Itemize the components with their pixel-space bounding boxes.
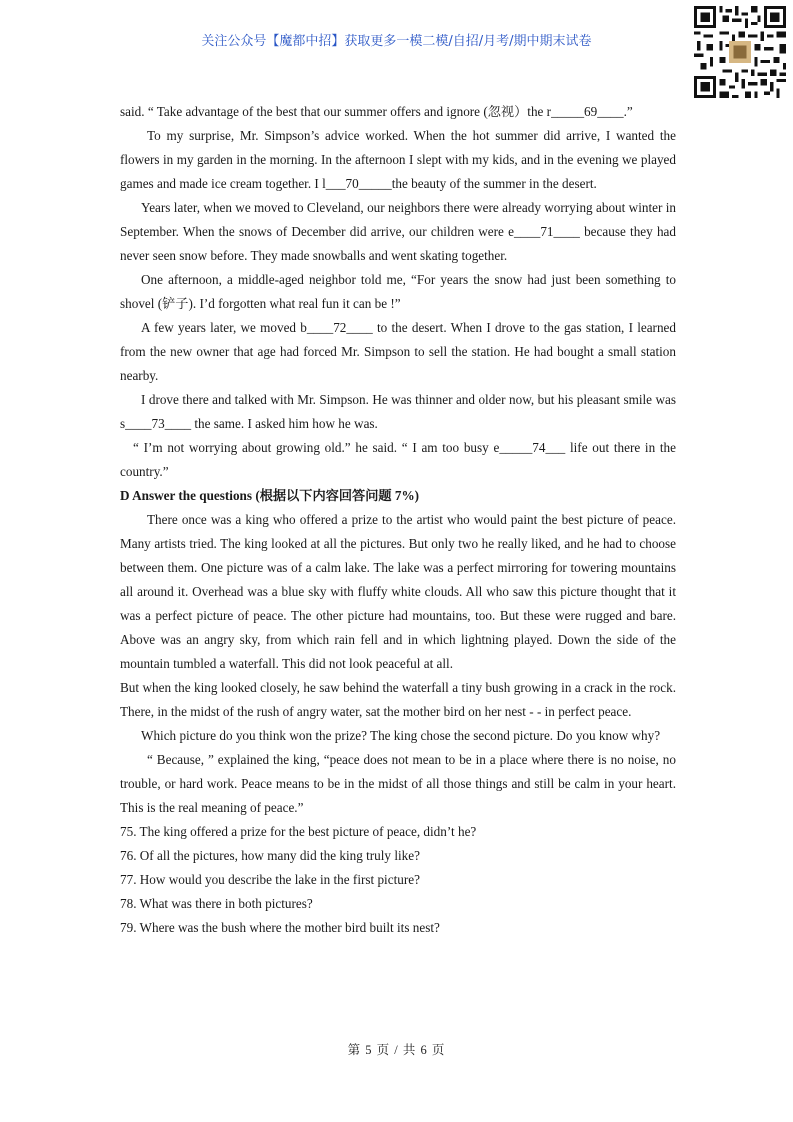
passage-c-paragraph-4: One afternoon, a middle-aged neighbor told me, “For years the snow had just been something to shovel (铲子). I’d forgotten what real fun it can be !” — [120, 272, 676, 311]
passage-c-paragraph-5: A few years later, we moved b____72____ to the desert. When I drove to the gas station, I learned from the new owner that age had forced Mr. Simpson to sell the station. He had bought a small station nearby. — [120, 320, 676, 383]
passage-c-paragraph-7: “ I’m not worrying about growing old.” he said. “ I am too busy e_____74___ life out there in the country.” — [120, 440, 676, 479]
qr-code-icon — [694, 6, 786, 98]
section-d-title: D Answer the questions (根据以下内容回答问题 7%) — [120, 488, 420, 503]
passage-c-paragraph-3: Years later, when we moved to Cleveland, our neighbors there were already worrying about winter in September. When the snows of December did arrive, our children were e____71____ because they had never seen snow before. They made snowballs and went skating together. — [120, 200, 676, 263]
passage-c-paragraph-6: I drove there and talked with Mr. Simpson. He was thinner and older now, but his pleasant smile was s____73____ the same. I asked him how he was. — [120, 392, 676, 431]
question-79: 79. Where was the bush where the mother bird built its nest? — [120, 920, 440, 935]
question-78: 78. What was there in both pictures? — [120, 896, 313, 911]
passage-c-paragraph-2: To my surprise, Mr. Simpson’s advice worked. When the hot summer did arrive, I wanted the flowers in my garden in the morning. In the afternoon I slept with my kids, and in the evening we played games and made ice cream together. I l___70_____the beauty of the summer in the desert. — [120, 128, 676, 191]
header-banner[interactable]: 关注公众号【魔都中招】获取更多一模二模/自招/月考/期中期末试卷 — [201, 34, 592, 49]
section-d-paragraph-1: There once was a king who offered a prize to the artist who would paint the best picture of peace. Many artists tried. The king looked at all the pictures. But only two he really liked, and he had to choose between them. One picture was of a calm lake. The lake was a perfect mirroring for towering mountains all around it. Overhead was a blue sky with fluffy white clouds. All who saw this picture thought that it was a perfect picture of peace. The other picture had mountains, too. But these were rugged and bare. Above was an angry sky, from which rain fell and in which lightning played. Down the side of the mountain tumbled a waterfall. This did not look peaceful at all. — [120, 512, 676, 671]
document-body — [120, 100, 676, 940]
page-number: 第 5 页 / 共 6 页 — [347, 1043, 446, 1057]
section-d-paragraph-4: “ Because, ” explained the king, “peace does not mean to be in a place where there is no noise, no trouble, or hard work. Peace means to be in the midst of all those things and still be calm in your heart. This is the real meaning of peace.” — [120, 752, 676, 815]
section-d-paragraph-2: But when the king looked closely, he saw behind the waterfall a tiny bush growing in a crack in the rock. There, in the midst of the rush of angry water, sat the mother bird on her nest - - in perfect peace. — [120, 680, 676, 719]
section-d-paragraph-3: Which picture do you think won the prize? The king chose the second picture. Do you know why? — [141, 728, 661, 743]
question-77: 77. How would you describe the lake in the first picture? — [120, 872, 420, 887]
question-76: 76. Of all the pictures, how many did the king truly like? — [120, 848, 420, 863]
question-75: 75. The king offered a prize for the best picture of peace, didn’t he? — [120, 824, 477, 839]
passage-c-paragraph-1: said. “ Take advantage of the best that our summer offers and ignore (忽视）the r_____69____.” — [120, 104, 633, 119]
